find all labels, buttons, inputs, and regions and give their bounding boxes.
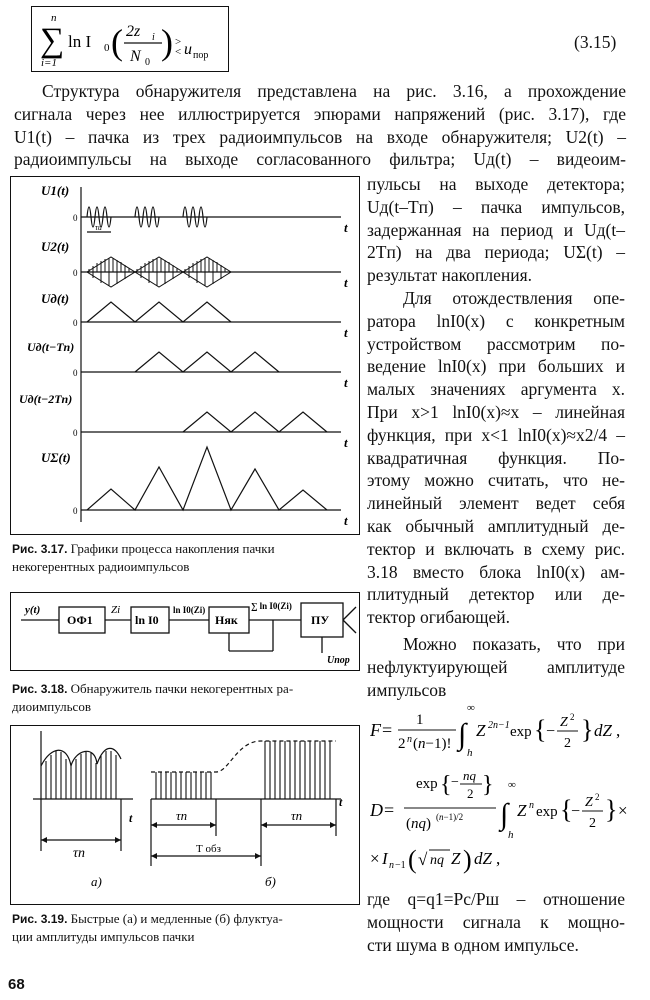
svg-text:τп: τп [176, 808, 188, 823]
svg-text:0: 0 [73, 428, 78, 438]
svg-text:dZ: dZ [594, 721, 612, 740]
svg-text:F: F [370, 720, 381, 740]
svg-text:×: × [370, 849, 380, 868]
svg-text:nq: nq [463, 768, 476, 783]
svg-text:exp: exp [510, 724, 532, 740]
svg-text:Няк: Няк [215, 613, 238, 627]
svg-text:τп: τп [73, 846, 86, 861]
svg-text:τп: τп [291, 808, 303, 823]
svg-text:(nq): (nq) [406, 816, 431, 832]
svg-text:−: − [571, 803, 581, 820]
svg-text:∞: ∞ [467, 702, 475, 714]
usum-pulses [87, 447, 327, 510]
svg-text:0: 0 [73, 213, 78, 223]
i0-sub: 0 [104, 42, 110, 54]
svg-text:2: 2 [570, 712, 575, 722]
svg-text:0: 0 [73, 318, 78, 328]
ud-delay2 [183, 412, 327, 432]
svg-text:,: , [496, 849, 501, 868]
svg-text:−1: −1 [395, 860, 406, 871]
ud-delay1 [135, 352, 279, 372]
svg-text:2: 2 [589, 816, 596, 831]
svg-text:√: √ [418, 850, 428, 869]
compare-gt: > [175, 36, 182, 48]
numerator: 2z [126, 23, 141, 40]
caption-3-18: Рис. 3.18. Обнаружитель пачки некогерентных ра- диоимпульсов [12, 681, 294, 714]
svg-text:dZ: dZ [474, 849, 492, 868]
svg-text:=: = [384, 800, 395, 820]
sum-sign: ∑ [40, 22, 65, 59]
svg-text:Uд(t−2Tп): Uд(t−2Tп) [19, 392, 73, 406]
threshold: u [184, 41, 192, 58]
svg-text:i: i [152, 32, 155, 43]
svg-text:Т обз: Т обз [196, 843, 221, 855]
svg-text:0: 0 [73, 506, 78, 516]
equation-number: (3.15) [574, 32, 617, 52]
fig319-pulses [46, 741, 330, 799]
svg-text:D: D [370, 800, 383, 820]
svg-text:t: t [129, 811, 133, 825]
ln-i0: ln I [68, 32, 92, 51]
svg-text:2: 2 [595, 792, 600, 802]
svg-text:h: h [467, 747, 473, 759]
svg-text:∞: ∞ [508, 779, 516, 791]
para1-line3: U1(t) – пачка из трех радиоимпульсов на входе обнаружителя; U2(t) – [14, 126, 626, 147]
svg-text:{: { [440, 772, 452, 798]
para5: где q=q1=Pc/Pш – отношение мощности сигнала к мощно- сти шума в одном импульсе. [367, 889, 625, 955]
svg-text:0: 0 [73, 268, 78, 278]
right-column: пульсы на выходе детектора; Uд(t–Tп) – пачка импульсов, задержанная на период и Uд(t– 2Tп) на два периода; UΣ(t) – результат накопления. Для отождествления опе- ратора lnI0(x) с конкретным устройством рассмотрим по- ведение lnI0(x) при больших и малых значениях аргумента x. При x>1 lnI0(x)≈x – линейная функция, при x<1 lnI0(x)≈x2/4 – квадратичная функция. По- этому можно считать, что не- линейный элемент ведет себя как обычный амплитудный де- тектор и включать в схему рис. 3.18 вместо блока lnI0(x) ам- плитудный детектор или де- тектор огибающей. Можно показать, что при нефлуктуирующей амплитуде импульсов [367, 174, 625, 700]
svg-text:ПУ: ПУ [311, 613, 330, 627]
svg-text:y(t): y(t) [25, 604, 41, 616]
svg-text:UΣ(t): UΣ(t) [41, 450, 71, 465]
svg-text:t: t [344, 220, 348, 235]
svg-text:I: I [382, 849, 388, 868]
fig319-plot [11, 726, 359, 904]
figure-3-17 [10, 176, 360, 535]
svg-text:h: h [508, 829, 514, 841]
svg-text:): ) [463, 845, 472, 874]
svg-text:1: 1 [416, 712, 424, 728]
u1-bursts [87, 207, 207, 232]
svg-text:Z: Z [560, 715, 568, 730]
caption-3-17: Рис. 3.17. Графики процесса накопления пачки некогерентных радиоимпульсов [12, 541, 275, 574]
svg-text:exp: exp [416, 776, 438, 792]
svg-text:}: } [581, 715, 594, 744]
denominator: N [130, 48, 141, 65]
svg-text:Z: Z [517, 801, 527, 820]
svg-text:n: n [389, 860, 394, 871]
svg-text:ОФ1: ОФ1 [67, 613, 93, 627]
svg-text:n: n [407, 734, 412, 745]
svg-text:(n−1)/2: (n−1)/2 [436, 812, 464, 822]
svg-text:U2(t): U2(t) [41, 239, 70, 254]
svg-text:Z: Z [476, 721, 486, 740]
equation-3-15 [38, 9, 222, 69]
svg-text:(n−1)!: (n−1)! [413, 736, 452, 752]
svg-text:∑ ln I0(Zi): ∑ ln I0(Zi) [251, 601, 292, 611]
page-number: 68 [8, 976, 25, 993]
svg-text:Uд(t−Tп): Uд(t−Tп) [27, 340, 75, 354]
svg-text:ln I0: ln I0 [135, 613, 159, 627]
para1-line1: Структура обнаружителя представлена на рис. 3.16, а прохождение [42, 81, 626, 101]
svg-text:=: = [382, 720, 393, 740]
svg-text:U1(t): U1(t) [41, 183, 70, 198]
fig318-diagram [11, 593, 359, 670]
svg-text:∫: ∫ [500, 798, 509, 831]
formula-f [370, 702, 630, 762]
svg-text:0: 0 [73, 368, 78, 378]
svg-text:{: { [560, 795, 573, 824]
equation-box [31, 6, 229, 72]
ud-pulses [87, 302, 231, 322]
svg-text:t: t [344, 513, 348, 528]
svg-text:t: t [344, 435, 348, 450]
para1 [14, 80, 626, 171]
svg-text:0: 0 [145, 57, 150, 68]
svg-text:{: { [534, 715, 547, 744]
svg-text:n: n [529, 800, 534, 811]
para1-line2: сигнала через нее иллюстрируется эпюрами напряжений (рис. 3.17), где [14, 103, 626, 124]
svg-text:2n−1: 2n−1 [488, 720, 510, 731]
svg-text:а): а) [91, 874, 102, 889]
svg-text:}: } [482, 772, 494, 798]
svg-text:t: t [344, 275, 348, 290]
svg-text:2: 2 [564, 736, 571, 751]
svg-text:Uд(t): Uд(t) [41, 291, 70, 306]
svg-text:nq: nq [430, 853, 444, 868]
svg-text:−: − [546, 723, 556, 740]
svg-text:(: ( [111, 22, 123, 62]
figure-3-18 [10, 592, 360, 671]
sum-upper: n [51, 12, 57, 24]
svg-text:−: − [451, 775, 459, 790]
svg-text:t: t [344, 375, 348, 390]
svg-text:2: 2 [467, 786, 474, 801]
caption-3-19: Рис. 3.19. Быстрые (а) и медленные (б) флуктуа- ции амплитуды импульсов пачки [12, 911, 283, 944]
para1-line4: радиоимпульсы на выходе согласованного фильтра; Uд(t) – видеоим- [14, 149, 626, 170]
svg-text:): ) [161, 22, 173, 62]
svg-text:t: t [344, 325, 348, 340]
svg-text:×: × [618, 801, 628, 820]
svg-text:пор: пор [193, 50, 209, 61]
sum-lower: i=1 [41, 57, 57, 69]
compare-lt: < [175, 46, 182, 58]
formula-d [370, 766, 640, 886]
svg-text:Zi: Zi [111, 604, 121, 616]
svg-text:б): б) [265, 874, 276, 889]
svg-text:Z: Z [451, 849, 461, 868]
svg-text:2: 2 [398, 736, 406, 752]
svg-text:τи: τи [95, 223, 102, 232]
svg-text:Z: Z [585, 795, 593, 810]
svg-text:Uпор: Uпор [327, 655, 350, 666]
svg-text:∫: ∫ [458, 718, 467, 751]
svg-text:t: t [339, 795, 343, 809]
svg-text:}: } [605, 795, 618, 824]
svg-text:exp: exp [536, 804, 558, 820]
svg-text:ln I0(Zi): ln I0(Zi) [173, 605, 206, 615]
svg-text:,: , [616, 721, 621, 740]
fig317-plot [11, 177, 359, 534]
figure-3-19 [10, 725, 360, 905]
svg-text:(: ( [408, 845, 417, 874]
